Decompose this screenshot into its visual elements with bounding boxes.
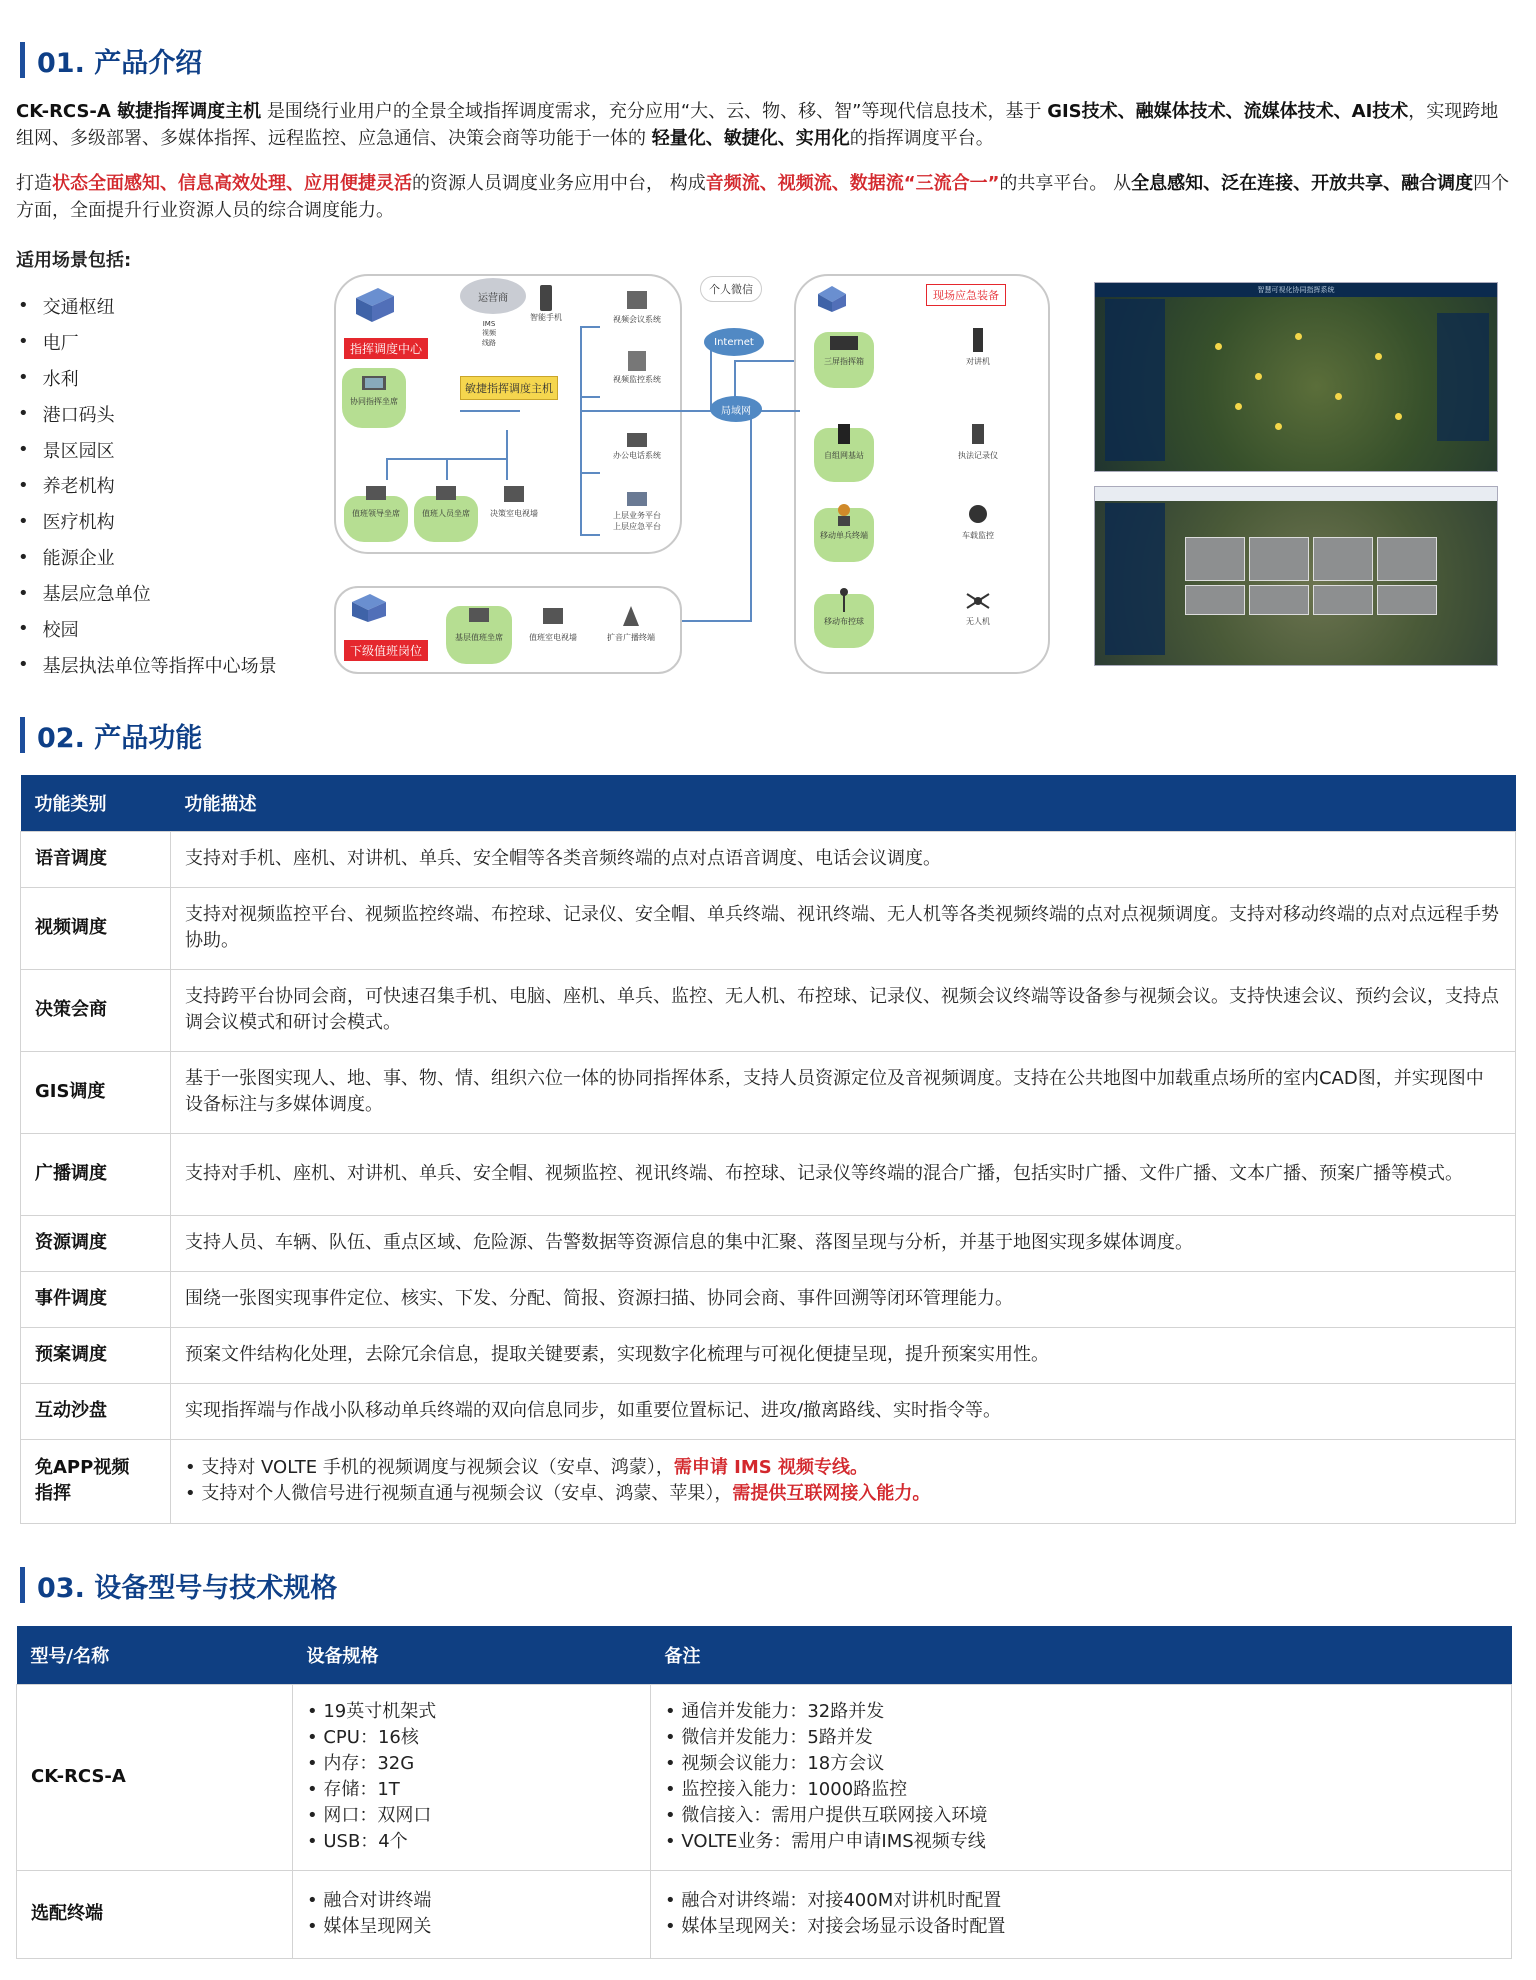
specs-table — [16, 1626, 1512, 1959]
section-heading: 02. 产品功能 — [37, 722, 203, 754]
scene-list — [18, 288, 277, 683]
spec-list-item: • 微信并发能力：5路并发 — [665, 1725, 1497, 1751]
table-row — [17, 1870, 1512, 1958]
field-f1-label: 三屏指挥箱 — [824, 357, 864, 366]
lower-seat-label: 基层值班坐席 — [455, 633, 503, 642]
specs-col-name: 型号/名称 — [17, 1626, 293, 1684]
spec-list-item: • 媒体呈现网关 — [307, 1914, 636, 1940]
field-f6-label: 车载监控 — [962, 531, 994, 540]
office-phone-node — [602, 428, 672, 461]
scene-item: • 能源企业 — [18, 539, 277, 575]
function-description: 支持跨平台协同会商，可快速召集手机、电脑、座机、单兵、监控、无人机、布控球、记录仪、视频会议终端等设备参与视频会议。支持快速会议、预约会议，支持点调会议模式和研讨会模式。 — [171, 969, 1516, 1051]
spec-list-item: • 存储：1T — [307, 1777, 636, 1803]
function-description: 支持对手机、座机、对讲机、单兵、安全帽等各类音频终端的点对点语音调度、电话会议调度。 — [171, 831, 1516, 887]
smartphone-node — [530, 284, 562, 323]
scene-item: • 医疗机构 — [18, 503, 277, 539]
lower-tv-node — [518, 602, 588, 643]
function-category: 广播调度 — [21, 1133, 171, 1215]
spec-list-item: • 融合对讲终端：对接400M对讲机时配置 — [665, 1888, 1497, 1914]
spec-list-cell — [293, 1684, 651, 1870]
scene-item: • 电厂 — [18, 324, 277, 360]
spec-model-name: 选配终端 — [17, 1870, 293, 1958]
spec-list-item: • 视频会议能力：18方会议 — [665, 1751, 1497, 1777]
field-f8-node — [948, 586, 1008, 627]
table-row — [21, 1215, 1516, 1271]
scene-item: • 港口码头 — [18, 396, 277, 432]
spec-list-item: • 监控接入能力：1000路监控 — [665, 1777, 1497, 1803]
table-row — [21, 969, 1516, 1051]
function-description: 支持对手机、座机、对讲机、单兵、安全帽、视频监控、视讯终端、布控球、记录仪等终端的混合广播，包括实时广播、文件广播、文本广播、预案广播等模式。 — [171, 1133, 1516, 1215]
video-monitor-node — [602, 348, 672, 385]
function-description: 实现指挥端与作战小队移动单兵终端的双向信息同步，如重要位置标记、进攻/撤离路线、实时指令等。 — [171, 1383, 1516, 1439]
section-heading: 01. 产品介绍 — [37, 47, 203, 79]
upper-platform-node — [602, 490, 672, 532]
desc-line-1: • 支持对 VOLTE 手机的视频调度与视频会议（安卓、鸿蒙）， — [185, 1457, 674, 1478]
desc-line-1-emph: 需申请 IMS 视频专线。 — [673, 1457, 868, 1478]
lan-cloud-icon: 局域网 — [710, 396, 762, 422]
command-building-icon — [348, 282, 400, 324]
field-f4-node — [948, 420, 1008, 461]
table-row — [21, 1327, 1516, 1383]
function-description: 基于一张图实现人、地、事、物、情、组织六位一体的协同指挥体系，支持人员资源定位及音视频调度。支持在公共地图中加载重点场所的室内CAD图，并实现图中设备标注与多媒体调度。 — [171, 1051, 1516, 1133]
function-category: 事件调度 — [21, 1271, 171, 1327]
coop-seat-node — [346, 374, 402, 407]
specs-col-notes: 备注 — [651, 1626, 1512, 1684]
section-heading: 03. 设备型号与技术规格 — [37, 1572, 338, 1604]
spec-list-item: • VOLTE业务：需用户申请IMS视频专线 — [665, 1829, 1497, 1855]
spec-list-item: • USB：4个 — [307, 1829, 636, 1855]
coop-seat-label: 协同指挥坐席 — [350, 397, 398, 406]
ims-label: IMS 视频 线路 — [482, 320, 496, 347]
section-title-functions — [20, 715, 202, 755]
seat-staff-node — [414, 482, 478, 519]
table-row — [21, 831, 1516, 887]
command-center-label: 指挥调度中心 — [344, 338, 428, 359]
gis-screenshot-map — [1094, 282, 1498, 472]
seat-leader-node — [344, 482, 408, 519]
field-f3-label: 自组网基站 — [824, 451, 864, 460]
field-f5-label: 移动单兵终端 — [820, 531, 868, 540]
function-category: 资源调度 — [21, 1215, 171, 1271]
scene-item: • 水利 — [18, 360, 277, 396]
field-f8-label: 无人机 — [966, 617, 990, 626]
table-row — [21, 1051, 1516, 1133]
function-description — [171, 1439, 1516, 1523]
scene-item: • 校园 — [18, 611, 277, 647]
field-f4-label: 执法记录仪 — [958, 451, 998, 460]
video-monitor-label: 视频监控系统 — [613, 375, 661, 384]
lower-bcast-label: 扩音广播终端 — [607, 633, 655, 642]
spec-list-item: • 19英寸机架式 — [307, 1699, 636, 1725]
gis-screenshot-video — [1094, 486, 1498, 666]
scenes-title: 适用场景包括: — [16, 250, 132, 271]
section-title-intro — [20, 40, 202, 80]
field-f1-node — [814, 332, 874, 367]
section-title-specs — [20, 1565, 337, 1605]
video-conf-label: 视频会议系统 — [613, 315, 661, 324]
scene-item: • 养老机构 — [18, 467, 277, 503]
table-row — [21, 1439, 1516, 1523]
office-phone-label: 办公电话系统 — [613, 451, 661, 460]
table-row — [21, 1383, 1516, 1439]
lower-tv-label: 值班室电视墙 — [529, 633, 577, 642]
lower-seat-node — [446, 602, 512, 643]
table-row — [21, 1271, 1516, 1327]
scene-item: • 景区园区 — [18, 432, 277, 468]
notes-list-cell — [651, 1870, 1512, 1958]
functions-table — [20, 775, 1516, 1524]
personal-wechat-label: 个人微信 — [700, 276, 762, 302]
spec-model-name: CK-RCS-A — [17, 1684, 293, 1870]
field-equipment-label: 现场应急装备 — [926, 284, 1006, 306]
function-category: 预案调度 — [21, 1327, 171, 1383]
notes-list-cell — [651, 1684, 1512, 1870]
function-description: 预案文件结构化处理，去除冗余信息，提取关键要素，实现数字化梳理与可视化便捷呈现，提升预案实用性。 — [171, 1327, 1516, 1383]
smartphone-label: 智能手机 — [530, 313, 562, 322]
upper-platform-label: 上层业务平台 上层应急平台 — [613, 511, 661, 531]
functions-col-desc: 功能描述 — [171, 775, 1516, 831]
function-category: 语音调度 — [21, 831, 171, 887]
desc-line-2-emph: 需提供互联网接入能力。 — [732, 1483, 931, 1504]
field-f5-node — [814, 500, 874, 541]
field-f7-label: 移动布控球 — [824, 617, 864, 626]
lower-post-label: 下级值班岗位 — [344, 640, 428, 661]
field-f2-label: 对讲机 — [966, 357, 990, 366]
function-category: 互动沙盘 — [21, 1383, 171, 1439]
spec-list-item: • 通信并发能力：32路并发 — [665, 1699, 1497, 1725]
video-conf-node — [602, 288, 672, 325]
function-category: GIS调度 — [21, 1051, 171, 1133]
seat-leader-label: 值班领导坐席 — [352, 509, 400, 518]
scene-item: • 基层应急单位 — [18, 575, 277, 611]
scene-item: • 基层执法单位等指挥中心场景 — [18, 647, 277, 683]
screenshot-title: 智慧可视化协同指挥系统 — [1095, 283, 1497, 297]
table-row — [21, 887, 1516, 969]
intro-paragraph-1: CK-RCS-A 敏捷指挥调度主机 是围绕行业用户的全景全域指挥调度需求，充分应用“大、云、物、移、智”等现代信息技术，基于 GIS技术、融媒体技术、流媒体技术、AI技术，实现跨地组网、多级部署、多媒体指挥、远程监控、应急通信、决策会商等功能于一体的 轻量化、敏捷化、实用化的指挥调度平台。 — [16, 101, 1499, 149]
field-f3-node — [814, 420, 874, 461]
table-row — [21, 1133, 1516, 1215]
field-f7-node — [814, 586, 874, 627]
spec-list-cell — [293, 1870, 651, 1958]
lower-building-icon — [346, 590, 392, 624]
intro-paragraph-2: 打造状态全面感知、信息高效处理、应用便捷灵活的资源人员调度业务应用中台， 构成音频流、视频流、数据流“三流合一”的共享平台。 从全息感知、泛在连接、开放共享、融合调度四个方面，全面提升行业资源人员的综合调度能力。 — [16, 173, 1510, 221]
table-row — [17, 1684, 1512, 1870]
function-category: 决策会商 — [21, 969, 171, 1051]
spec-list-item: • 融合对讲终端 — [307, 1888, 636, 1914]
field-f2-node — [948, 326, 1008, 367]
function-category: 免APP视频指挥 — [21, 1439, 171, 1523]
function-category: 视频调度 — [21, 887, 171, 969]
specs-col-spec: 设备规格 — [293, 1626, 651, 1684]
function-description: 支持人员、车辆、队伍、重点区域、危险源、告警数据等资源信息的集中汇聚、落图呈现与分析，并基于地图实现多媒体调度。 — [171, 1215, 1516, 1271]
function-description: 围绕一张图实现事件定位、核实、下发、分配、简报、资源扫描、协同会商、事件回溯等闭环管理能力。 — [171, 1271, 1516, 1327]
seat-tvwall-label: 决策室电视墙 — [490, 509, 538, 518]
function-description: 支持对视频监控平台、视频监控终端、布控球、记录仪、安全帽、单兵终端、视讯终端、无人机等各类视频终端的点对点视频调度。支持对移动终端的点对点远程手势协助。 — [171, 887, 1516, 969]
seat-staff-label: 值班人员坐席 — [422, 509, 470, 518]
system-diagram — [334, 268, 1052, 676]
lower-bcast-node — [596, 602, 666, 643]
seat-tvwall-node — [482, 482, 546, 519]
operator-cloud-icon: 运营商 — [460, 278, 526, 314]
spec-list-item: • 媒体呈现网关：对接会场显示设备时配置 — [665, 1914, 1497, 1940]
spec-list-item: • 内存：32G — [307, 1751, 636, 1777]
field-f6-node — [948, 500, 1008, 541]
field-tower-icon — [812, 280, 852, 314]
desc-line-2: • 支持对个人微信号进行视频直通与视频会议（安卓、鸿蒙、苹果）， — [185, 1483, 733, 1504]
functions-col-category: 功能类别 — [21, 775, 171, 831]
spec-list-item: • 网口：双网口 — [307, 1803, 636, 1829]
spec-list-item: • CPU：16核 — [307, 1725, 636, 1751]
scene-item: • 交通枢纽 — [18, 288, 277, 324]
spec-list-item: • 微信接入：需用户提供互联网接入环境 — [665, 1803, 1497, 1829]
internet-cloud-icon: Internet — [704, 328, 764, 356]
host-device-label: 敏捷指挥调度主机 — [460, 376, 558, 400]
